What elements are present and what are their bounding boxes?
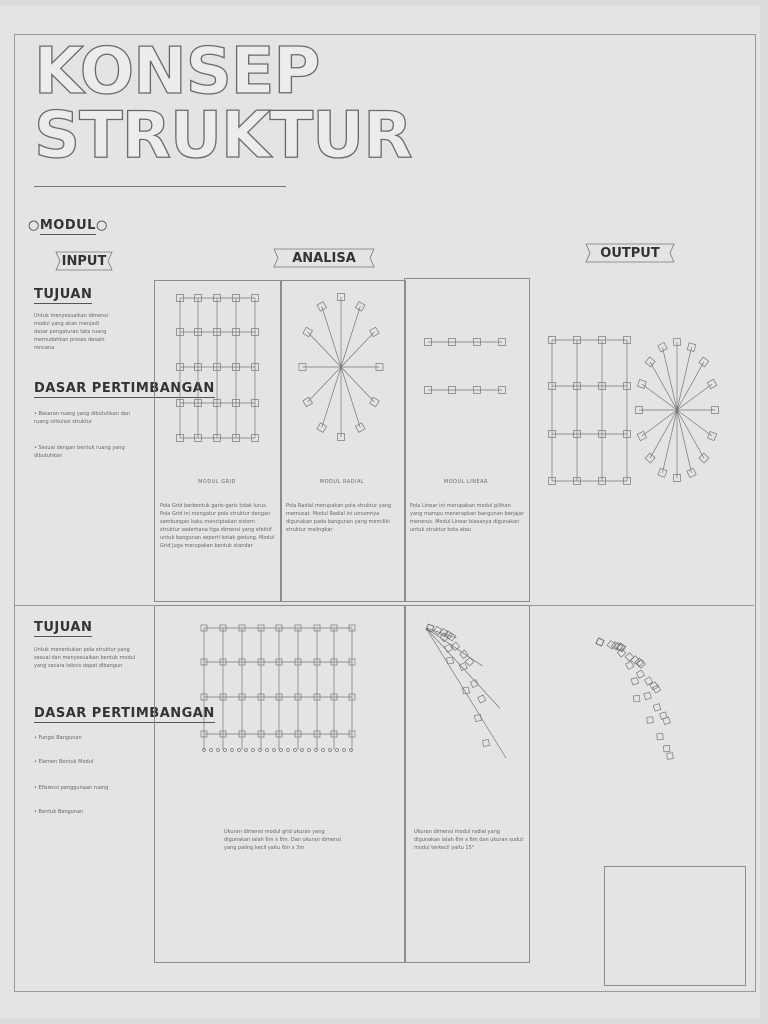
upper-dasar-item: • Sesuai dengan bentuk ruang yang dibutuhkan (34, 445, 125, 459)
column-node (596, 638, 604, 646)
column-node (636, 670, 644, 678)
column-node (625, 653, 633, 661)
caption-modul-grid: MODUL GRID (198, 479, 236, 485)
bullet-icon: ○ (95, 218, 108, 233)
column-node (596, 638, 604, 646)
column-node (647, 717, 654, 724)
lower-dasar-heading: DASAR PERTIMBANGAN (34, 706, 215, 721)
column-node (637, 660, 645, 668)
column-node (644, 692, 651, 699)
radial-line (322, 306, 341, 367)
radial-line (650, 410, 677, 458)
panel-blank-box (604, 866, 746, 986)
upper-dasar-item: • Besaran ruang yang dibutuhkan dan ruang sirkulasi struktur (34, 411, 131, 425)
caption-modul-radial: MODUL RADIAL (319, 479, 365, 485)
column-node (596, 638, 604, 646)
upper-dasar-heading: DASAR PERTIMBANGAN (34, 381, 215, 396)
column-node (667, 753, 674, 760)
lower-dasar-item: • Bentuk Bangunan (34, 809, 84, 815)
column-node (653, 704, 660, 711)
grid-dimension-note: Ukuran dimensi modul grid ukuran yang digunakan ialah 6m x 6m. Dan ukuran dimensi yang paling kecil yaitu 6m x 3m (224, 829, 342, 851)
radial-line (341, 332, 374, 367)
radial-line (308, 367, 341, 402)
lower-dasar-item: • Fungsi Bangunan (34, 735, 82, 741)
radial-line (650, 362, 677, 410)
title-line-2: STRUKTUR (34, 99, 412, 173)
lower-tujuan-heading: TUJUAN (34, 620, 93, 635)
column-node (631, 677, 638, 684)
column-node (635, 658, 643, 666)
column-node (626, 661, 634, 669)
column-node (631, 656, 639, 664)
panel-lower-radial (404, 605, 530, 963)
column-node (657, 733, 664, 740)
radial-line (308, 332, 341, 367)
banner-analysis-label: ANALISA (292, 250, 356, 266)
radial-dimension-note: Ukuran dimensi modul radial yang digunakan ialah 6m x 6m dan ukuran sudut modul terkecil yaitu 15° (414, 829, 524, 851)
title-line-1: KONSEP (34, 35, 320, 109)
column-node (663, 745, 670, 752)
column-node (596, 638, 604, 646)
upper-tujuan-text: Untuk menyesuaikan dimensi modul yang akan menjadi dasar pengaturan tata ruang memudahkan proses desain rencana (34, 313, 109, 351)
upper-tujuan-heading: TUJUAN (34, 287, 93, 302)
radial-line (322, 367, 341, 428)
section-label-text: MODUL (39, 218, 96, 233)
column-node (653, 685, 661, 693)
lower-dasar-item: • Efisiensi penggunaan ruang (34, 785, 109, 791)
caption-modul-linear: MODUL LINEAR (443, 479, 489, 485)
column-node (633, 695, 640, 702)
lower-tujuan-text: Untuk menentukan pola struktur yang sesuai dan menyesuaikan bentuk modul yang secara teknis dapat dibangun (34, 647, 136, 669)
radial-line (677, 410, 704, 458)
bullet-icon: ○ (28, 218, 40, 233)
modul-grid-description: Pola Grid berbentuk garis-garis tidak lurus. Pola Grid ini mengatur pola struktur dengan sambungan kaku menciptakan sistem struktur sederhana tiga dimensi yang efektif untuk bangunan seperti kotak gedung. Modul Grid juga merupakan bentuk standar (160, 503, 275, 549)
radial-line (341, 367, 360, 428)
lower-dasar-item: • Elemen Bentuk Modul (34, 759, 94, 765)
radial-line (341, 367, 374, 402)
banner-input-label: INPUT (61, 253, 107, 269)
panel-lower-grid (154, 605, 406, 963)
radial-line (341, 306, 360, 367)
banner-output-label: OUTPUT (600, 245, 660, 261)
column-node (596, 638, 604, 646)
modul-radial-description: Pola Radial merupakan pola struktur yang memusat. Modul Radial ini umumnya digunakan pada bangunan yang memiliki struktur melingkar (286, 503, 392, 533)
modul-linear-description: Pola Linear ini merupakan modul pilihan yang mampu menerapkan bangunan berjajar menerus. Modul Linear biasanya digunakan untuk struktur kota atau (410, 503, 524, 533)
radial-line (677, 362, 704, 410)
